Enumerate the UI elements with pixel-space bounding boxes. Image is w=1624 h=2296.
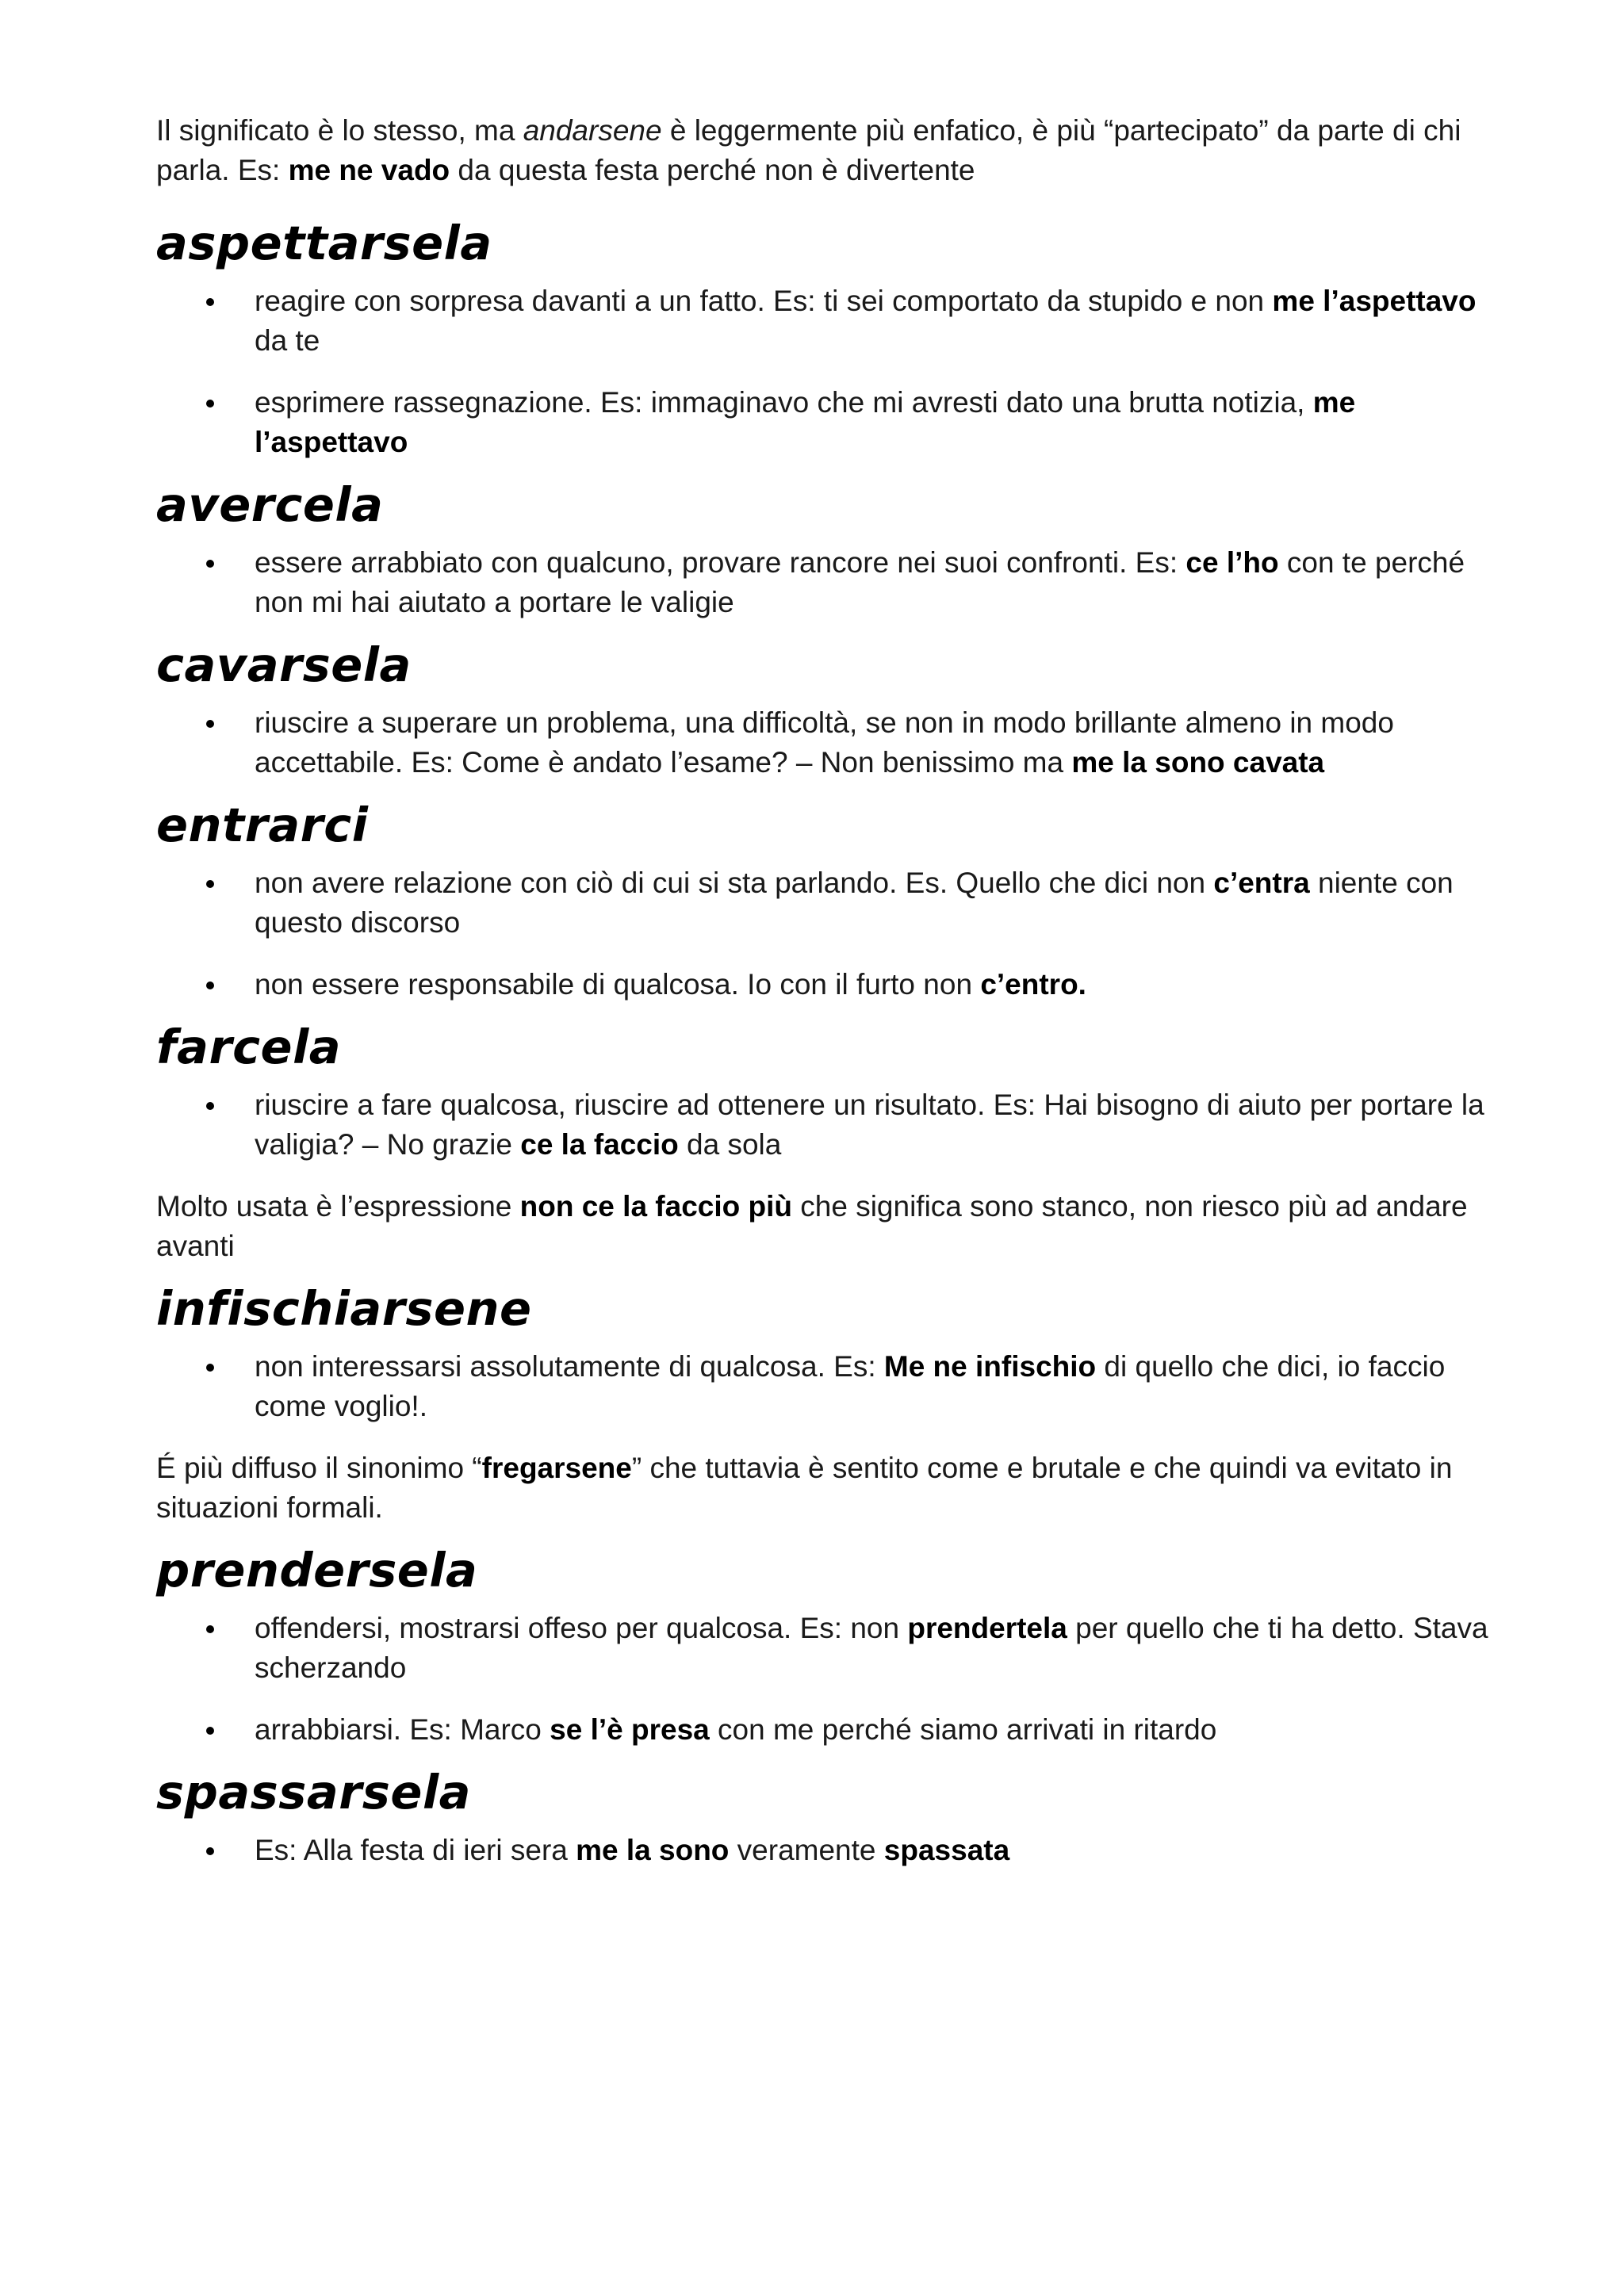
bullet-icon xyxy=(206,298,214,306)
list-prendersela xyxy=(156,1609,1488,1750)
item-text: niente con questo discorso xyxy=(255,867,1454,939)
heading-aspettarsela: aspettarsela xyxy=(156,216,492,270)
item-text: reagire con sorpresa davanti a un fatto. Es: ti sei comportato da stupido e non xyxy=(255,285,1273,317)
item-bold: spassata xyxy=(883,1834,1010,1866)
item-text: essere arrabbiato con qualcuno, provare rancore nei suoi confronti. Es: xyxy=(255,546,1186,579)
list-avercela xyxy=(156,543,1488,622)
heading-infischiarsene: infischiarsene xyxy=(156,1281,532,1336)
note-text: Molto usata è l’espressione xyxy=(156,1190,520,1223)
intro-text: è leggermente più enfatico, è più “partecipato” da parte di chi parla. Es: xyxy=(156,114,1461,186)
item-text: arrabbiarsi. Es: Marco xyxy=(255,1713,550,1746)
heading-farcela: farcela xyxy=(156,1020,342,1074)
item-bold: me l’aspettavo xyxy=(1272,285,1477,317)
intro-text: da questa festa perché non è divertente xyxy=(450,154,975,186)
list-farcela xyxy=(156,1085,1488,1165)
list-item xyxy=(156,1347,1488,1426)
bullet-icon xyxy=(206,720,214,728)
list-item xyxy=(156,703,1488,783)
list-item xyxy=(156,281,1488,361)
intro-paragraph xyxy=(156,111,1488,190)
bullet-icon xyxy=(206,1102,214,1110)
item-bold: se l’è presa xyxy=(550,1713,710,1746)
item-text: riuscire a fare qualcosa, riuscire ad ottenere un risultato. Es: Hai bisogno di aiuto per portare la valigia? – No grazie xyxy=(255,1089,1484,1161)
item-text: Es: Alla festa di ieri sera xyxy=(255,1834,576,1866)
bullet-icon xyxy=(206,1727,214,1735)
item-bold: prendertela xyxy=(907,1612,1067,1644)
item-text: non essere responsabile di qualcosa. Io con il furto non xyxy=(255,968,981,1001)
list-item xyxy=(156,1831,1488,1870)
item-text: da sola xyxy=(678,1128,782,1161)
bullet-icon xyxy=(206,560,214,568)
list-item xyxy=(156,383,1488,462)
list-item xyxy=(156,1710,1488,1750)
list-infischiarsene xyxy=(156,1347,1488,1426)
heading-entrarci: entrarci xyxy=(156,798,369,852)
heading-cavarsela: cavarsela xyxy=(156,637,412,692)
list-cavarsela xyxy=(156,703,1488,783)
item-bold: ce l’ho xyxy=(1185,546,1279,579)
list-aspettarsela xyxy=(156,281,1488,462)
list-spassarsela xyxy=(156,1831,1488,1870)
heading-avercela: avercela xyxy=(156,477,384,532)
list-item xyxy=(156,965,1488,1004)
note-text: ” che tuttavia è sentito come e brutale e che quindi va evitato in situazioni formali. xyxy=(156,1452,1453,1524)
item-bold: c’entro. xyxy=(980,968,1086,1001)
list-item xyxy=(156,543,1488,622)
item-bold: Me ne infischio xyxy=(883,1350,1097,1383)
note-infischiarsene xyxy=(156,1448,1488,1528)
list-item xyxy=(156,863,1488,943)
intro-bold-example: me ne vado xyxy=(288,154,450,186)
item-text: per quello che ti ha detto. Stava scherzando xyxy=(255,1612,1488,1684)
note-text: É più diffuso il sinonimo “ xyxy=(156,1452,482,1484)
intro-text: Il significato è lo stesso, ma xyxy=(156,114,523,147)
item-text: offendersi, mostrarsi offeso per qualcosa. Es: non xyxy=(255,1612,908,1644)
bullet-icon xyxy=(206,880,214,888)
heading-spassarsela: spassarsela xyxy=(156,1765,471,1820)
note-text: che significa sono stanco, non riesco più ad andare avanti xyxy=(156,1190,1468,1262)
item-bold: me l’aspettavo xyxy=(255,386,1356,458)
bullet-icon xyxy=(206,982,214,989)
item-text: esprimere rassegnazione. Es: immaginavo che mi avresti dato una brutta notizia, xyxy=(255,386,1313,419)
list-item xyxy=(156,1085,1488,1165)
document-page xyxy=(156,111,1488,1870)
note-bold: fregarsene xyxy=(481,1452,632,1484)
bullet-icon xyxy=(206,1364,214,1372)
item-text: non interessarsi assolutamente di qualcosa. Es: xyxy=(255,1350,884,1383)
list-entrarci xyxy=(156,863,1488,1004)
note-farcela xyxy=(156,1187,1488,1266)
bullet-icon xyxy=(206,1625,214,1633)
item-text: con te perché non mi hai aiutato a portare le valigie xyxy=(255,546,1465,618)
item-text: con me perché siamo arrivati in ritardo xyxy=(709,1713,1217,1746)
item-bold: ce la faccio xyxy=(520,1128,679,1161)
list-item xyxy=(156,1609,1488,1688)
bullet-icon xyxy=(206,1847,214,1855)
item-text: riuscire a superare un problema, una difficoltà, se non in modo brillante almeno in modo accettabile. Es: Come è andato l’esame? – Non benissimo ma xyxy=(255,706,1394,779)
item-bold: c’entra xyxy=(1213,867,1310,899)
note-bold: non ce la faccio più xyxy=(519,1190,792,1223)
heading-prendersela: prendersela xyxy=(156,1543,478,1598)
item-text: non avere relazione con ciò di cui si sta parlando. Es. Quello che dici non xyxy=(255,867,1214,899)
item-text: veramente xyxy=(729,1834,884,1866)
item-bold: me la sono cavata xyxy=(1071,746,1325,779)
item-text: da te xyxy=(255,324,320,357)
intro-emphasis: andarsene xyxy=(523,114,662,147)
item-text: di quello che dici, io faccio come voglio!. xyxy=(255,1350,1446,1422)
bullet-icon xyxy=(206,400,214,408)
item-bold: me la sono xyxy=(576,1834,730,1866)
